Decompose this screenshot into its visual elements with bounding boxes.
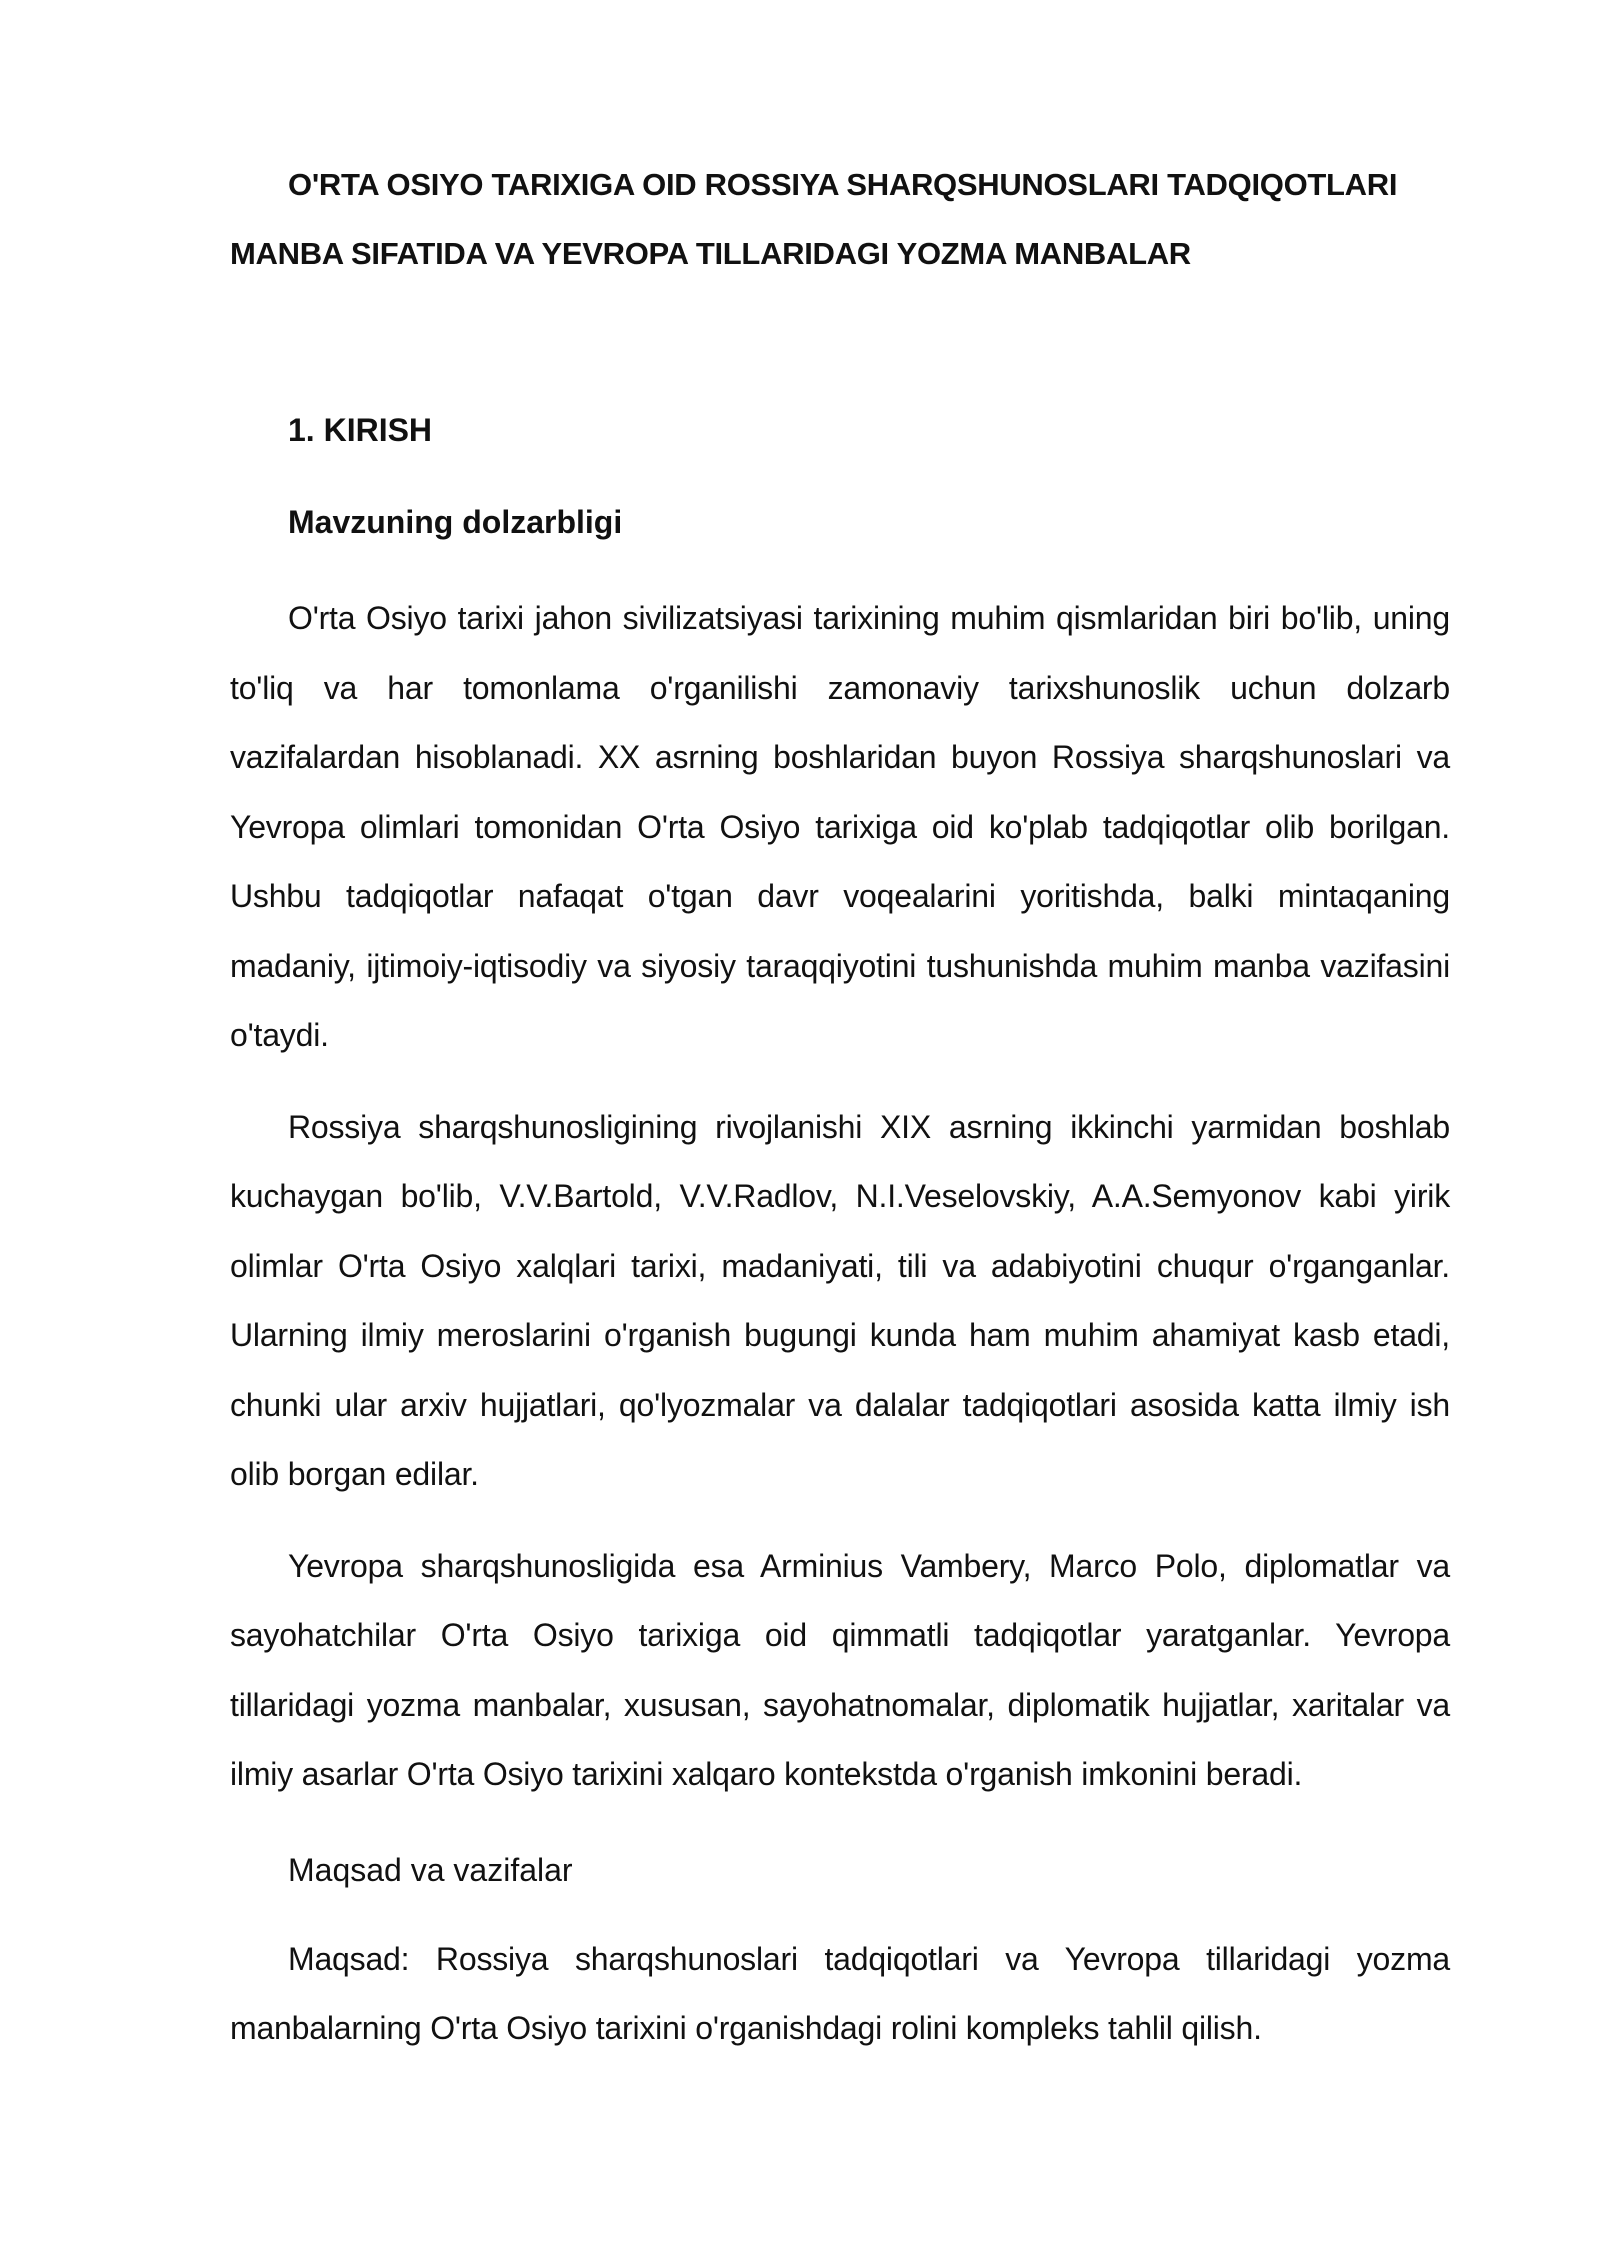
document-title bbox=[230, 150, 1450, 288]
title-line-1: O'RTA OSIYO TARIXIGA OID ROSSIYA SHARQSHUNOSLARI TADQIQOTLARI bbox=[288, 167, 1398, 202]
section-heading-kirish: 1. KIRISH bbox=[288, 412, 433, 448]
paragraph: Rossiya sharqshunosligining rivojlanishi XIX asrning ikkinchi yarmidan boshlab kuchaygan bo'lib, V.V.Bartold, V.V.Radlov, N.I.Veselovskiy, A.A.Semyonov kabi yirik olimlar O'rta Osiyo xalqlari tarixi, madaniyati, tili va adabiyotini chuqur o'rganganlar. Ularning ilmiy meroslarini o'rganish bugungi kunda ham muhim ahamiyat kasb etadi, chunki ular arxiv hujjatlari, qo'lyozmalar va dalalar tadqiqotlari asosida katta ilmiy ish olib borgan edilar. bbox=[230, 1108, 1450, 1492]
goal-paragraph: Maqsad: Rossiya sharqshunoslari tadqiqotlari va Yevropa tillaridagi yozma manbalarning O'rta Osiyo tarixini o'rganishdagi rolini kompleks tahlil qilish. bbox=[230, 1940, 1450, 2046]
page-content bbox=[230, 150, 1450, 2064]
subheading-goals: Maqsad va vazifalar bbox=[288, 1851, 573, 1888]
subheading-relevance: Mavzuning dolzarbligi bbox=[288, 504, 623, 540]
paragraph: O'rta Osiyo tarixi jahon sivilizatsiyasi tarixining muhim qismlaridan biri bo'lib, uning to'liq va har tomonlama o'rganilishi zamonaviy tarixshunoslik uchun dolzarb vazifalardan hisoblanadi. XX asrning boshlaridan buyon Rossiya sharqshunoslari va Yevropa olimlari tomonidan O'rta Osiyo tarixiga oid ko'plab tadqiqotlar olib borilgan. Ushbu tadqiqotlar nafaqat o'tgan davr voqealarini yoritishda, balki mintaqaning madaniy, ijtimoiy-iqtisodiy va siyosiy taraqqiyotini tushunishda muhim manba vazifasini o'taydi. bbox=[230, 600, 1450, 1053]
title-line-2: MANBA SIFATIDA VA YEVROPA TILLARIDAGI YOZMA MANBALAR bbox=[230, 236, 1191, 271]
paragraph: Yevropa sharqshunosligida esa Arminius Vambery, Marco Polo, diplomatlar va sayohatchilar O'rta Osiyo tarixiga oid qimmatli tadqiqotlar yaratganlar. Yevropa tillaridagi yozma manbalar, xususan, sayohatnomalar, diplomatik hujjatlar, xaritalar va ilmiy asarlar O'rta Osiyo tarixini xalqaro kontekstda o'rganish imkonini beradi. bbox=[230, 1547, 1450, 1792]
